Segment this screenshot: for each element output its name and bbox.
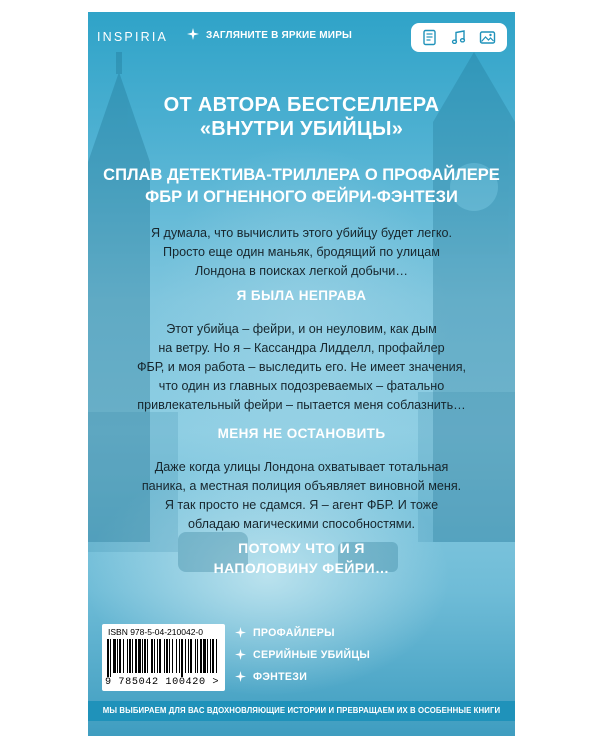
- format-icons-badge: [411, 23, 507, 52]
- sparkle-icon: [235, 671, 246, 682]
- blurb-paragraph-2: [88, 320, 515, 415]
- blurb-heading-2: МЕНЯ НЕ ОСТАНОВИТЬ: [217, 426, 386, 441]
- text-line: обладаю магическими способностями.: [187, 517, 415, 531]
- genre-item: [231, 646, 491, 668]
- sparkle-icon: [187, 28, 199, 40]
- barcode-bar: [157, 639, 158, 673]
- genre-label: СЕРИЙНЫЕ УБИЙЦЫ: [253, 649, 371, 661]
- barcode-bar: [210, 639, 211, 673]
- publisher-tagline: ЗАГЛЯНИТЕ В ЯРКИЕ МИРЫ: [206, 30, 353, 41]
- barcode-bar: [119, 639, 121, 673]
- book-back-cover: [88, 12, 515, 736]
- publisher-slogan: МЫ ВЫБИРАЕМ ДЛЯ ВАС ВДОХНОВЛЯЮЩИЕ ИСТОРИИ И ПРЕВРАЩАЕМ ИХ В ОСОБЕННЫЕ КНИГИ: [102, 706, 501, 715]
- text-line: ФБР, и моя работа – выследить его. Не имеет значения,: [136, 360, 467, 374]
- slogan-band: [88, 701, 515, 721]
- closing-statement: [88, 538, 515, 578]
- barcode-bar: [127, 639, 128, 673]
- text-line: на ветру. Но я – Кассандра Лидделл, профайлер: [158, 341, 445, 355]
- barcode-bar: [154, 639, 155, 673]
- barcode-bar: [212, 639, 214, 673]
- genre-item: [231, 624, 491, 646]
- barcode-bar: [207, 639, 208, 673]
- barcode-bars: [107, 639, 220, 677]
- closing-line1: ПОТОМУ ЧТО И Я: [238, 540, 365, 556]
- barcode-bar: [142, 639, 143, 673]
- barcode-bar: [107, 639, 109, 677]
- barcode-bar: [166, 639, 168, 673]
- text-line: Просто еще один маньяк, бродящий по улицам: [163, 245, 440, 259]
- genre-label: ПРОФАЙЛЕРЫ: [253, 627, 335, 639]
- barcode-bar: [132, 639, 133, 673]
- barcode-bar: [159, 639, 161, 673]
- barcode-bar: [138, 639, 141, 673]
- barcode-bar: [179, 639, 180, 673]
- genre-label: ФЭНТЕЗИ: [253, 671, 308, 683]
- sparkle-icon: [235, 627, 246, 638]
- barcode-bar: [123, 639, 124, 673]
- publisher-logo: INSPIRIA: [97, 30, 169, 44]
- barcode-bar: [203, 639, 206, 673]
- audiobook-icon: [450, 29, 467, 46]
- ean-digits: 9 785042 100420 >: [105, 677, 220, 688]
- genre-item: [231, 668, 491, 690]
- barcode-bar: [113, 639, 116, 673]
- text-line: Этот убийца – фейри, и он неуловим, как дым: [166, 322, 437, 336]
- genre-list: [231, 624, 491, 690]
- barcode-bar: [176, 639, 177, 673]
- closing-line2: НАПОЛОВИНУ ФЕЙРИ…: [213, 560, 390, 576]
- barcode-bar: [172, 639, 173, 673]
- barcode-bar: [181, 639, 183, 677]
- barcode-bar: [151, 639, 153, 673]
- text-line: Лондона в поисках легкой добычи…: [195, 264, 408, 278]
- author-headline: [88, 93, 515, 141]
- text-line: паника, а местная полиция объявляет виновной меня.: [141, 479, 462, 493]
- barcode-bar: [169, 639, 170, 673]
- barcode-bar: [129, 639, 131, 673]
- ebook-icon: [421, 29, 438, 46]
- text-line: Я думала, что вычислить этого убийцу будет легко.: [150, 226, 453, 240]
- subheadline-line2: ФБР И ОГНЕННОГО ФЕЙРИ-ФЭНТЕЗИ: [145, 188, 458, 206]
- barcode-bar: [216, 639, 217, 673]
- text-line: Я так просто не сдамся. Я – агент ФБР. И тоже: [164, 498, 439, 512]
- barcode-bar: [197, 639, 198, 673]
- text-line: Даже когда улицы Лондона охватывает тотальная: [154, 460, 449, 474]
- isbn-number: ISBN 978-5-04-210042-0: [108, 627, 203, 637]
- barcode-bar: [117, 639, 118, 673]
- author-headline-line2: «ВНУТРИ УБИЙЦЫ»: [199, 118, 404, 140]
- image-icon: [479, 29, 496, 46]
- barcode-bar: [190, 639, 192, 673]
- blurb-paragraph-3: [88, 458, 515, 534]
- barcode-bar: [110, 639, 111, 677]
- isbn-barcode: [102, 624, 225, 691]
- barcode-bar: [195, 639, 196, 673]
- text-line: что один из главных подозреваемых – фатально: [158, 379, 445, 393]
- barcode-bar: [188, 639, 189, 673]
- genre-subheadline: [88, 164, 515, 208]
- publisher-header: [88, 12, 515, 62]
- author-headline-line1: ОТ АВТОРА БЕСТСЕЛЛЕРА: [163, 94, 440, 116]
- subheadline-line1: СПЛАВ ДЕТЕКТИВА-ТРИЛЛЕРА О ПРОФАЙЛЕРЕ: [103, 166, 500, 184]
- barcode-bar: [144, 639, 146, 673]
- barcode-bar: [135, 639, 137, 673]
- barcode-bar: [147, 639, 148, 673]
- barcode-bar: [200, 639, 202, 673]
- sparkle-icon: [235, 649, 246, 660]
- blurb-heading-1: Я БЫЛА НЕПРАВА: [236, 288, 367, 303]
- barcode-bar: [164, 639, 165, 673]
- blurb-paragraph-1: [88, 224, 515, 281]
- text-line: привлекательный фейри – пытается меня соблазнить…: [137, 398, 466, 412]
- barcode-bar: [185, 639, 186, 673]
